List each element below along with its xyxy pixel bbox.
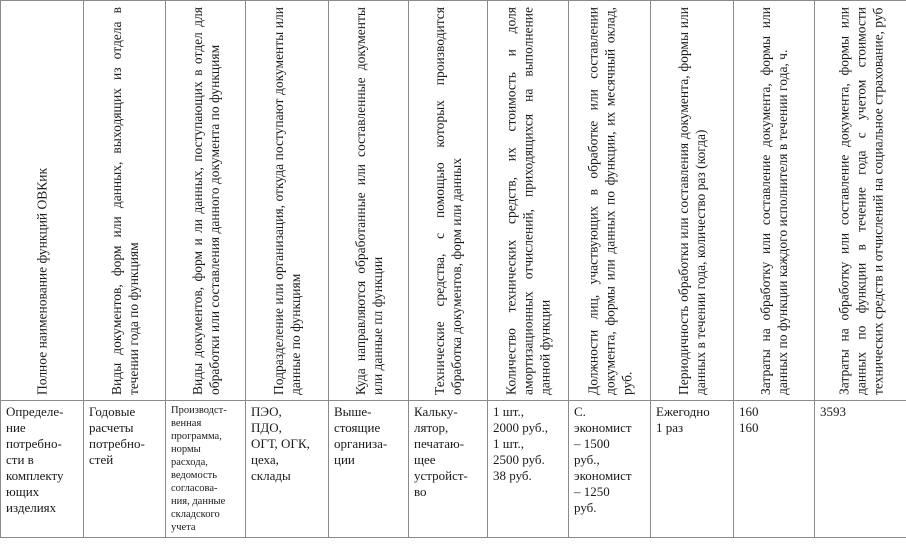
table-cell (84, 401, 166, 538)
header-cell (409, 1, 488, 401)
table-cell (246, 401, 329, 538)
header-cell (1, 1, 84, 401)
header-cell (651, 1, 734, 401)
cell-text: Производст- венная программа, нормы расхода, ведомость согласова- ния, данные складского учета (171, 405, 227, 533)
table-cell (734, 401, 815, 538)
cell-text: Кальку- лятор, печатаю- щее устройст- во (414, 404, 468, 499)
header-text: Количество технических средств, их стоимость и доля амортизационных отчислений, приходящихся на выполнение данной функции (503, 6, 553, 395)
header-text: Периодичность обработки или составления документа, формы или данных в течении года, количество раз (когда) (676, 6, 708, 395)
cell-text: 160 160 (739, 404, 759, 435)
cell-text: 1 шт., 2000 руб., 1 шт., 2500 руб. 38 руб. (493, 404, 549, 483)
table-cell (409, 401, 488, 538)
table-cell (488, 401, 569, 538)
cell-text: Определе- ние потребно- сти в комплекту ющих изделиях (6, 404, 64, 515)
header-text: Должности лиц, участвующих в обработке или составлении документа, формы или данных по функции, их месячный оклад, руб. (585, 6, 634, 395)
cell-text: Ежегодно 1 раз (656, 404, 710, 435)
header-cell (246, 1, 329, 401)
table-cell (1, 401, 84, 538)
header-cell (166, 1, 246, 401)
header-text: Затраты на обработку или составление документа, формы или данных по функции в течение года с учетом стоимости технических средств и отчислений на социальное страхование, руб (836, 6, 885, 395)
header-text: Технические средства, с помощью которых производится обработка документов, форм или данных (432, 6, 464, 395)
cell-text: С. экономист – 1500 руб., экономист – 1250 руб. (574, 404, 632, 515)
header-cell (569, 1, 651, 401)
header-cell (734, 1, 815, 401)
table-row (1, 401, 906, 538)
header-cell (84, 1, 166, 401)
table-cell (651, 401, 734, 538)
header-text: Затраты на обработку или составление документа, формы или данных по функции каждого исполнителя в течении года, ч. (758, 6, 790, 395)
header-cell (815, 1, 906, 401)
cell-text: Выше- стоящие организа- ции (334, 404, 388, 467)
header-text: Виды документов, форм и ли данных, поступающих в отдел для обработки или составления данного документа по функциям (189, 6, 222, 395)
table-cell (569, 401, 651, 538)
table-cell (329, 401, 409, 538)
table-header-row (1, 1, 906, 401)
header-cell (329, 1, 409, 401)
header-cell (488, 1, 569, 401)
header-text: Виды документов, форм или данных, выходящих из отдела в течении года по функциям (108, 6, 141, 395)
header-text: Куда направляются обработанные или составленные документы или данные пл функции (352, 6, 385, 395)
table-cell (166, 401, 246, 538)
header-text: Полное наименование функций ОВКик (34, 167, 50, 395)
cell-text: ПЭО, ПДО, ОГТ, ОГК, цеха, склады (251, 404, 310, 483)
header-text: Подразделение или организация, откуда поступают документы или данные по функциям (271, 6, 303, 395)
cell-text: Годовые расчеты потребно- стей (89, 404, 145, 467)
table-cell (815, 401, 906, 538)
cell-text: 3593 (820, 404, 846, 419)
